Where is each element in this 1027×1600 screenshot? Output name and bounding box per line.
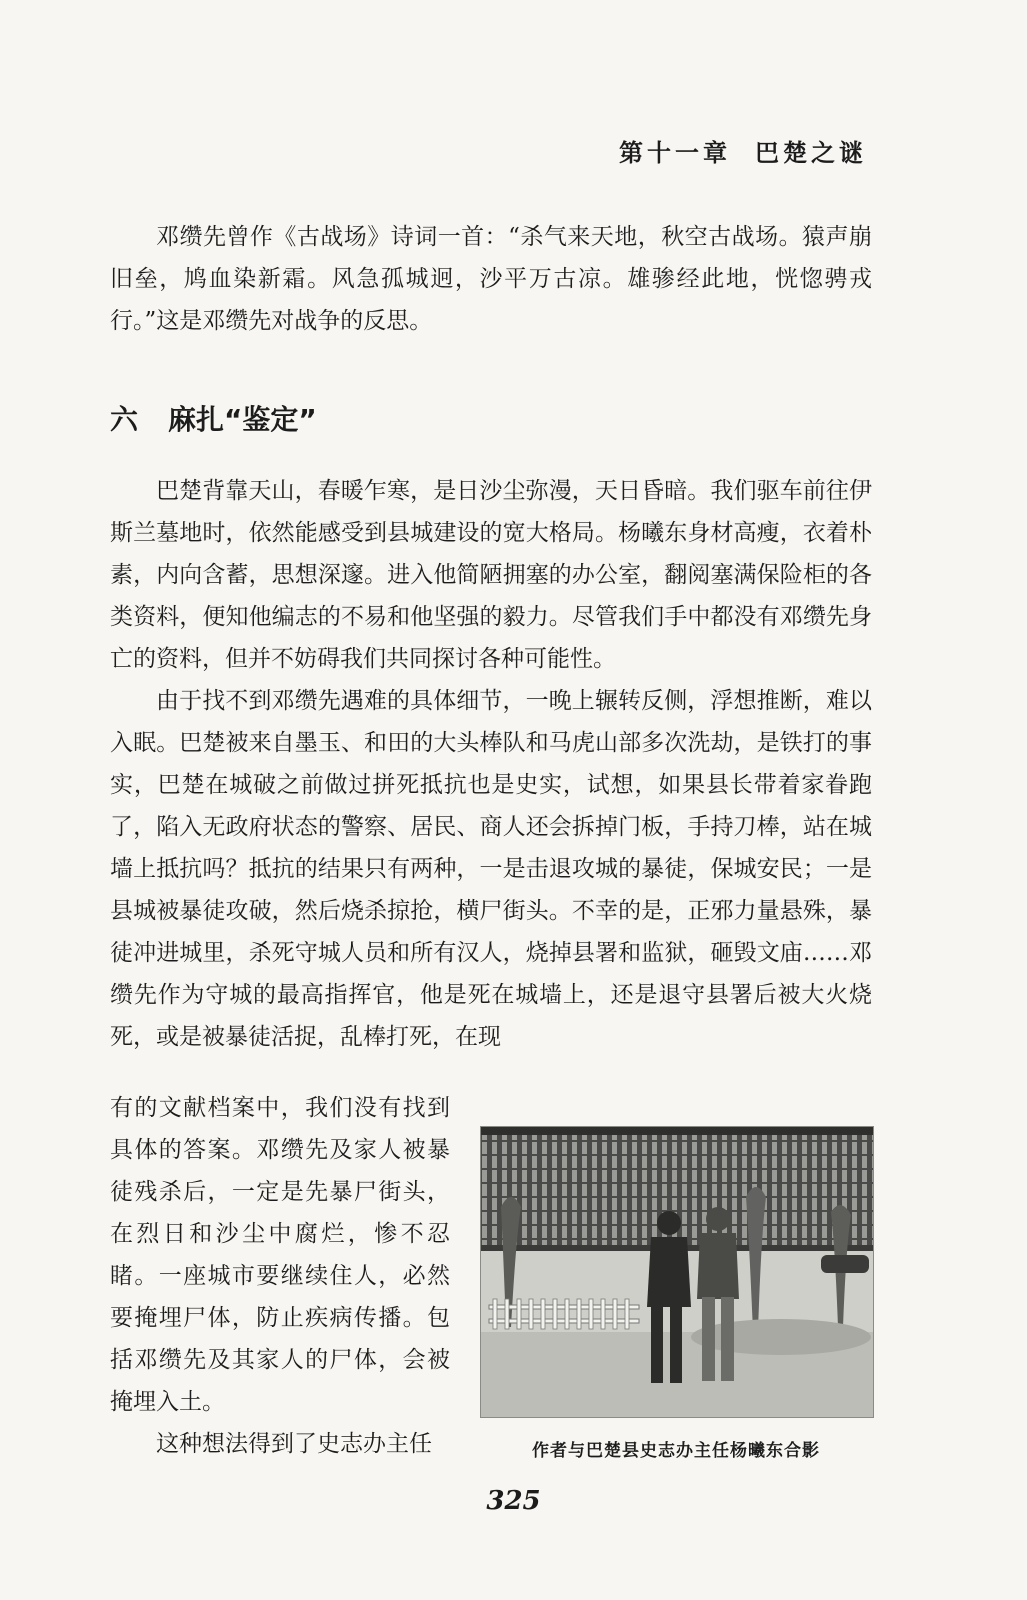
author-photo — [480, 1126, 874, 1418]
section-heading — [110, 398, 317, 438]
body-paragraph-2: 由于找不到邓缵先遇难的具体细节，一晚上辗转反侧，浮想推断，难以入眠。巴楚被来自墨玉、和田的大头棒队和马虎山部多次洗劫，是铁打的事实，巴楚在城破之前做过拼死抵抗也是史实，试想，如果县长带着家眷跑了，陷入无政府状态的警察、居民、商人还会拆掉门板，手持刀棒，站在城墙上抵抗吗？抵抗的结果只有两种，一是击退攻城的暴徒，保城安民；一是县城被暴徒攻破，然后烧杀掠抢，横尸街头。不幸的是，正邪力量悬殊，暴徒冲进城里，杀死守城人员和所有汉人，烧掉县署和监狱，砸毁文庙……邓缵先作为守城的最高指挥官，他是死在城墙上，还是退守县署后被大火烧死，或是被暴徒活捉，乱棒打死，在现 — [110, 688, 872, 1050]
chapter-number: 第十一章 — [619, 138, 731, 167]
body-paragraph-1: 巴楚背靠天山，春暖乍寒，是日沙尘弥漫，天日昏暗。我们驱车前往伊斯兰墓地时，依然能感受到县城建设的宽大格局。杨曦东身材高瘦，衣着朴素，内向含蓄，思想深邃。进入他简陋拥塞的办公室，翻阅塞满保险柜的各类资料，便知他编志的不易和他坚强的毅力。尽管我们手中都没有邓缵先身亡的资料，但并不妨碍我们共同探讨各种可能性。 — [110, 478, 872, 672]
page-number: 325 — [486, 1486, 541, 1516]
photo-caption: 作者与巴楚县史志办主任杨曦东合影 — [532, 1441, 820, 1461]
running-head — [619, 133, 867, 168]
poem-paragraph: 邓缵先曾作《古战场》诗词一首：“杀气来天地，秋空古战场。猿声崩旧垒，鸠血染新霜。风急孤城迥，沙平万古凉。雄骖经此地，恍惚骋戎行。”这是邓缵先对战争的反思。 — [110, 224, 872, 334]
chapter-title: 巴楚之谜 — [755, 138, 867, 167]
section-number: 六 — [110, 403, 139, 436]
body-paragraph-3-start: 这种想法得到了史志办主任 — [156, 1431, 432, 1457]
wrapped-paragraph-continuation: 有的文献档案中，我们没有找到具体的答案。邓缵先及家人被暴徒残杀后，一定是先暴尸街头，在烈日和沙尘中腐烂，惨不忍睹。一座城市要继续住人，必然要掩埋尸体，防止疾病传播。包括邓缵先及其家人的尸体，会被掩埋入土。 — [110, 1095, 450, 1415]
section-title: 麻扎“鉴定” — [168, 403, 317, 436]
photo-image — [481, 1127, 873, 1417]
